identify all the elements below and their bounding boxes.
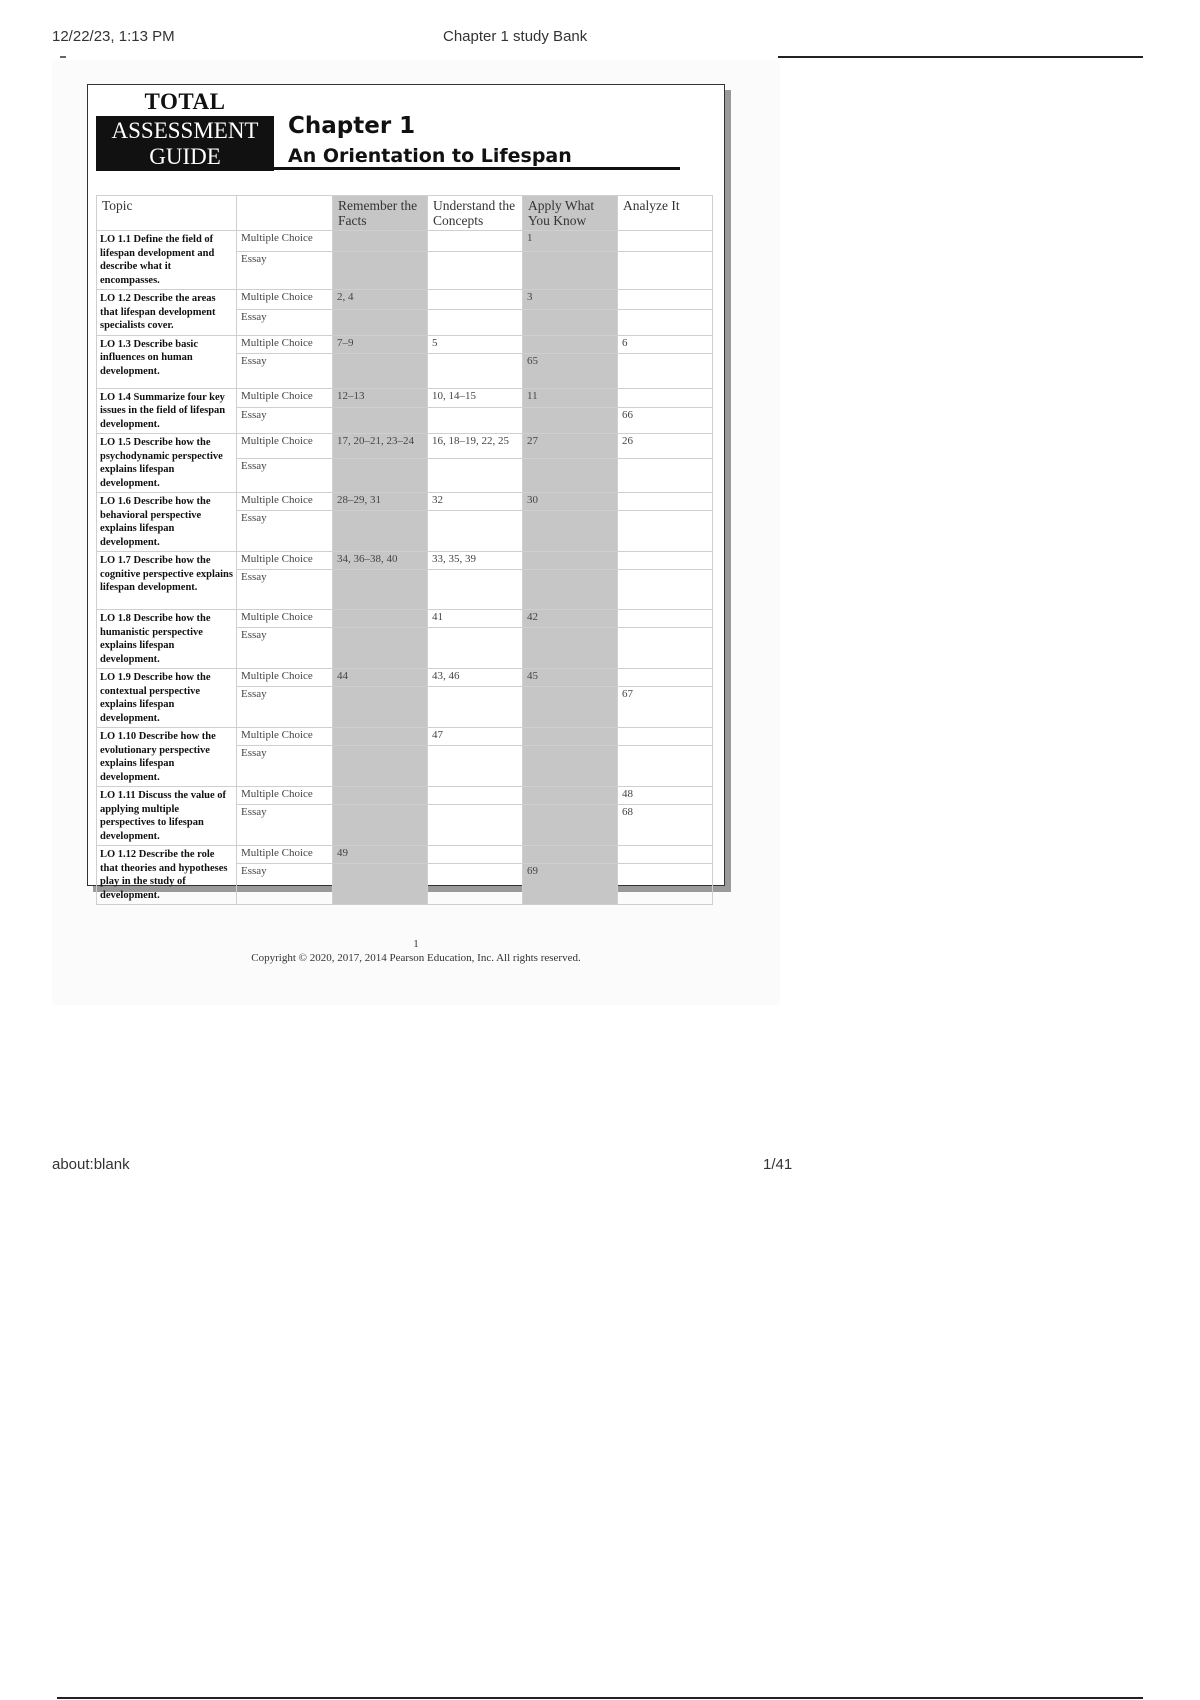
print-datetime: 12/22/23, 1:13 PM [52,28,175,45]
copyright: Copyright © 2020, 2017, 2014 Pearson Education, Inc. All rights reserved. [251,952,581,964]
topic-cell: LO 1.5 Describe how the psychodynamic perspective explains lifespan development. [97,434,237,493]
analyze-cell [618,846,713,864]
format-cell: Multiple Choice [237,610,333,628]
page-number: 1 [413,938,419,950]
understand-cell [428,787,523,805]
apply-cell [523,628,618,669]
col-header-analyze: Analyze It [618,196,713,231]
apply-cell [523,407,618,433]
analyze-cell: 6 [618,335,713,353]
analyze-cell [618,628,713,669]
remember-cell: 12–13 [333,388,428,407]
analyze-cell [618,746,713,787]
understand-cell [428,846,523,864]
col-header-understand: Understand the Concepts [428,196,523,231]
analyze-cell: 48 [618,787,713,805]
understand-cell [428,628,523,669]
understand-cell: 16, 18–19, 22, 25 [428,434,523,459]
understand-cell: 5 [428,335,523,353]
table-row [97,290,713,310]
apply-cell [523,746,618,787]
understand-cell [428,511,523,552]
format-cell: Multiple Choice [237,846,333,864]
apply-cell [523,687,618,728]
apply-cell [523,805,618,846]
chapter-rule [274,167,680,170]
understand-cell [428,864,523,905]
assessment-card [87,84,725,901]
topic-cell: LO 1.2 Describe the areas that lifespan development specialists cover. [97,290,237,336]
remember-cell: 49 [333,846,428,864]
remember-cell [333,687,428,728]
topic-cell: LO 1.4 Summarize four key issues in the field of lifespan development. [97,388,237,434]
remember-cell [333,746,428,787]
table-row [97,610,713,628]
understand-cell [428,687,523,728]
format-cell: Multiple Choice [237,669,333,687]
remember-cell [333,728,428,746]
analyze-cell [618,728,713,746]
topic-cell: LO 1.10 Describe how the evolutionary perspective explains lifespan development. [97,728,237,787]
remember-cell [333,252,428,290]
scan-mark [60,56,66,58]
understand-cell: 32 [428,493,523,511]
analyze-cell [618,511,713,552]
topic-cell: LO 1.9 Describe how the contextual perspective explains lifespan development. [97,669,237,728]
apply-cell [523,511,618,552]
remember-cell [333,570,428,610]
apply-cell [523,787,618,805]
footer-rule [57,1697,1143,1699]
format-cell: Essay [237,746,333,787]
analyze-cell [618,669,713,687]
format-cell: Essay [237,805,333,846]
understand-cell [428,407,523,433]
col-header-remember: Remember the Facts [333,196,428,231]
remember-cell: 17, 20–21, 23–24 [333,434,428,459]
topic-cell: LO 1.1 Define the field of lifespan development and describe what it encompasses. [97,231,237,290]
understand-cell: 33, 35, 39 [428,552,523,570]
understand-cell: 10, 14–15 [428,388,523,407]
apply-cell [523,728,618,746]
format-cell: Essay [237,570,333,610]
table-row [97,846,713,864]
topic-cell: LO 1.7 Describe how the cognitive perspective explains lifespan development. [97,552,237,610]
understand-cell [428,231,523,252]
print-url: about:blank [52,1156,130,1173]
col-header-apply: Apply What You Know [523,196,618,231]
logo-box [96,116,274,171]
format-cell: Essay [237,628,333,669]
format-cell: Essay [237,353,333,388]
table-row [97,493,713,511]
remember-cell [333,459,428,493]
scanned-page [52,60,780,1005]
table-row [97,388,713,407]
analyze-cell [618,493,713,511]
analyze-cell [618,552,713,570]
understand-cell [428,252,523,290]
analyze-cell [618,353,713,388]
remember-cell [333,231,428,252]
apply-cell: 11 [523,388,618,407]
remember-cell: 34, 36–38, 40 [333,552,428,570]
apply-cell: 27 [523,434,618,459]
analyze-cell: 66 [618,407,713,433]
table-row [97,787,713,805]
format-cell: Essay [237,511,333,552]
topic-cell: LO 1.3 Describe basic influences on human development. [97,335,237,388]
table-header-row [97,196,713,231]
format-cell: Essay [237,687,333,728]
apply-cell [523,252,618,290]
chapter-title: An Orientation to Lifespan [288,145,572,167]
apply-cell: 42 [523,610,618,628]
table-row [97,231,713,252]
remember-cell [333,610,428,628]
understand-cell [428,353,523,388]
apply-cell: 65 [523,353,618,388]
apply-cell: 69 [523,864,618,905]
format-cell: Multiple Choice [237,728,333,746]
apply-cell: 1 [523,231,618,252]
col-header-format [237,196,333,231]
format-cell: Multiple Choice [237,552,333,570]
apply-cell [523,310,618,335]
understand-cell [428,459,523,493]
understand-cell [428,746,523,787]
format-cell: Essay [237,407,333,433]
format-cell: Multiple Choice [237,388,333,407]
table-row [97,434,713,459]
format-cell: Essay [237,310,333,335]
format-cell: Multiple Choice [237,290,333,310]
topic-cell: LO 1.6 Describe how the behavioral perspective explains lifespan development. [97,493,237,552]
analyze-cell [618,570,713,610]
analyze-cell [618,388,713,407]
analyze-cell: 26 [618,434,713,459]
apply-cell: 3 [523,290,618,310]
format-cell: Essay [237,252,333,290]
total-assessment-guide-logo [96,89,274,171]
remember-cell: 28–29, 31 [333,493,428,511]
print-page-count: 1/41 [763,1156,793,1173]
apply-cell [523,459,618,493]
format-cell: Multiple Choice [237,335,333,353]
apply-cell [523,335,618,353]
apply-cell [523,552,618,570]
remember-cell [333,511,428,552]
understand-cell: 41 [428,610,523,628]
format-cell: Essay [237,459,333,493]
remember-cell: 2, 4 [333,290,428,310]
analyze-cell [618,864,713,905]
format-cell: Multiple Choice [237,493,333,511]
understand-cell [428,805,523,846]
remember-cell [333,628,428,669]
table-row [97,669,713,687]
header-rule [778,56,1143,58]
remember-cell [333,805,428,846]
format-cell: Multiple Choice [237,231,333,252]
analyze-cell [618,310,713,335]
logo-total: TOTAL [144,89,226,114]
understand-cell: 47 [428,728,523,746]
remember-cell [333,864,428,905]
col-header-topic: Topic [97,196,237,231]
apply-cell: 30 [523,493,618,511]
analyze-cell [618,610,713,628]
table-row [97,335,713,353]
apply-cell [523,570,618,610]
format-cell: Multiple Choice [237,434,333,459]
logo-guide: GUIDE [149,144,221,169]
print-page-title: Chapter 1 study Bank [443,28,588,45]
remember-cell [333,407,428,433]
understand-cell: 43, 46 [428,669,523,687]
logo-assessment: ASSESSMENT [111,118,259,143]
chapter-number: Chapter 1 [288,113,416,139]
analyze-cell [618,252,713,290]
apply-cell: 45 [523,669,618,687]
remember-cell: 7–9 [333,335,428,353]
remember-cell [333,310,428,335]
remember-cell: 44 [333,669,428,687]
remember-cell [333,353,428,388]
format-cell: Essay [237,864,333,905]
table-row [97,728,713,746]
analyze-cell [618,459,713,493]
remember-cell [333,787,428,805]
understand-cell [428,290,523,310]
apply-cell [523,846,618,864]
analyze-cell [618,290,713,310]
topic-cell: LO 1.12 Describe the role that theories and hypotheses play in the study of development. [97,846,237,905]
format-cell: Multiple Choice [237,787,333,805]
topic-cell: LO 1.11 Discuss the value of applying multiple perspectives to lifespan development. [97,787,237,846]
topic-cell: LO 1.8 Describe how the humanistic perspective explains lifespan development. [97,610,237,669]
analyze-cell [618,231,713,252]
understand-cell [428,310,523,335]
analyze-cell: 68 [618,805,713,846]
assessment-table [96,195,713,905]
chapter-heading [288,113,572,167]
table-row [97,552,713,570]
analyze-cell: 67 [618,687,713,728]
understand-cell [428,570,523,610]
